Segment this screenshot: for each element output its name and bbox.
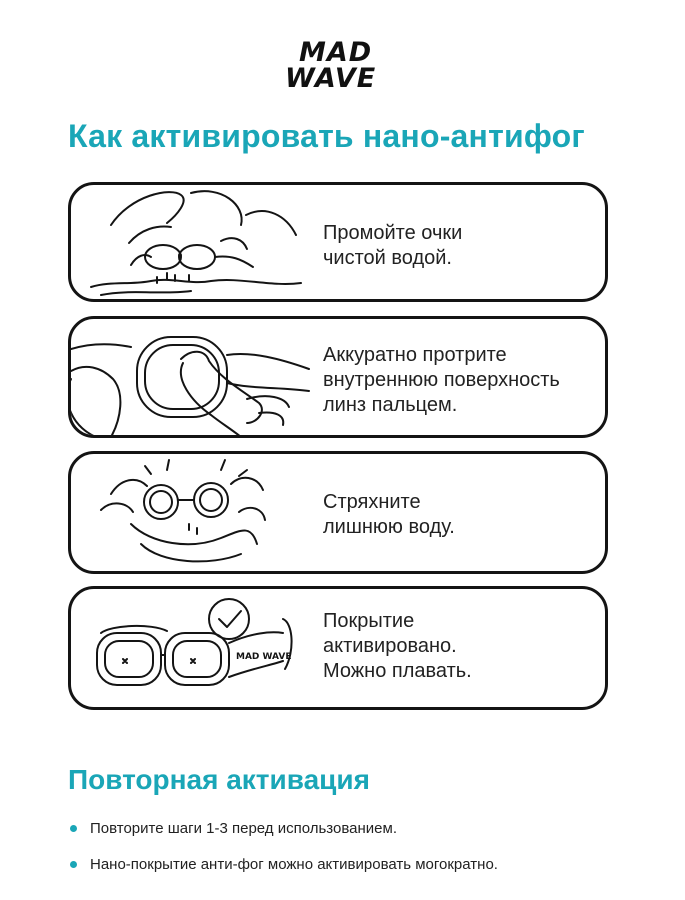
list-item: [68, 818, 498, 840]
logo-line-2: WAVE: [285, 63, 377, 94]
step-card-1: [68, 182, 608, 302]
step-card-3: [68, 451, 608, 574]
bullet-list: [68, 818, 498, 890]
finger-wiping-lens-icon: [71, 319, 321, 437]
step-3-text: Стряхните лишнюю воду.: [323, 491, 455, 538]
page-title: Как активировать нано-антифог: [68, 118, 585, 154]
goggles-checkmark-icon: [71, 589, 321, 709]
brand-logo: [285, 37, 405, 96]
goggle-brand-text: MAD WAVE: [236, 652, 292, 662]
step-1-text: Промойте очки чистой водой.: [323, 222, 463, 269]
hands-rinsing-goggles-icon: [71, 185, 321, 301]
section-title: Повторная активация: [68, 764, 370, 795]
bullet-icon: [70, 861, 77, 868]
step-card-2: [68, 316, 608, 438]
step-4-text: Покрытие активировано. Можно плавать.: [323, 610, 472, 682]
bullet-icon: [70, 825, 77, 832]
list-item: [68, 854, 498, 876]
step-2-text: Аккуратно протрите внутреннюю поверхность линз пальцем.: [323, 344, 560, 416]
bullet-text: Нано-покрытие анти-фог можно активировать могократно.: [90, 856, 498, 873]
step-card-4: [68, 586, 608, 710]
bullet-text: Повторите шаги 1-3 перед использованием.: [90, 820, 397, 837]
logo-line-1: MAD: [299, 37, 373, 68]
shaking-goggles-icon: [71, 454, 321, 574]
